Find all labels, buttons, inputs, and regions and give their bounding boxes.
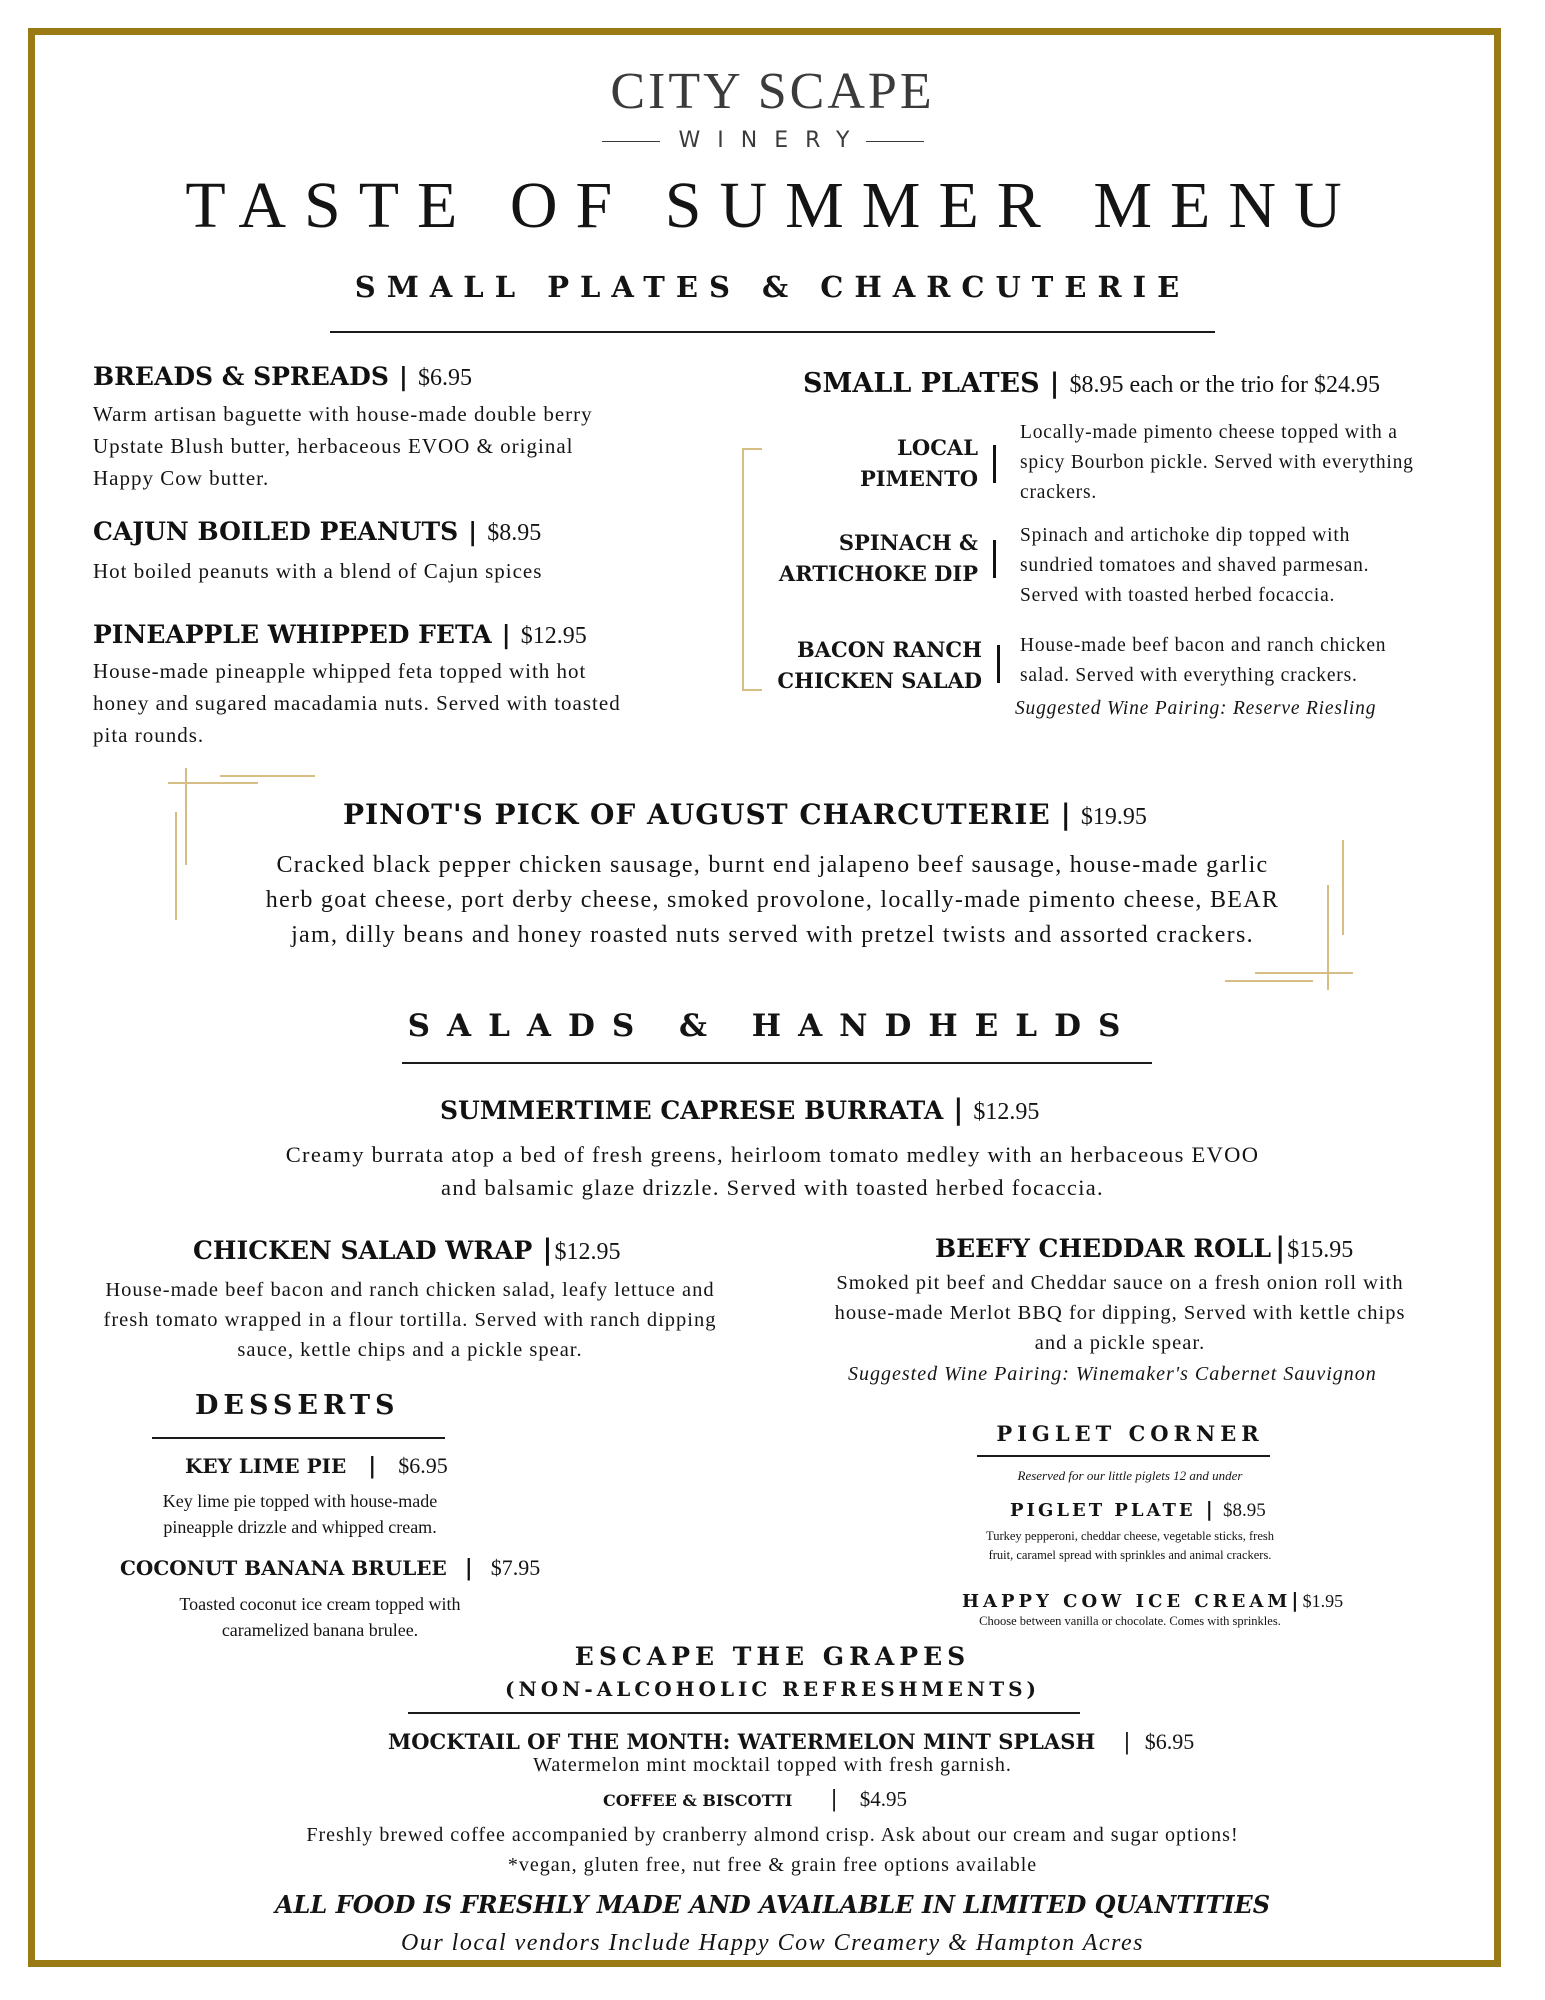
item-name: PIGLET PLATE <box>1010 1500 1196 1521</box>
section-rule <box>152 1437 445 1439</box>
small-plate-description: House-made beef bacon and ranch chicken salad. Served with everything crackers. <box>1020 635 1387 686</box>
small-plate-name: LOCAL PIMENTO <box>860 435 978 491</box>
item-description: Watermelon mint mocktail topped with fresh garnish. <box>533 1754 1012 1776</box>
item-price: $12.95 <box>973 1099 1040 1125</box>
item-name: CHICKEN SALAD WRAP <box>193 1236 533 1265</box>
item-name: PINEAPPLE WHIPPED FETA <box>93 620 492 649</box>
item-price: $7.95 <box>490 1555 541 1580</box>
logo-subtitle: WINERY <box>678 128 867 153</box>
item-price: $12.95 <box>554 1239 621 1265</box>
item-price: $8.95 <box>1222 1500 1266 1521</box>
section-rule <box>402 1062 1152 1064</box>
item-charcuterie: PINOT'S PICK OF AUGUST CHARCUTERIE | $19.95 <box>343 798 1147 831</box>
item-name: SUMMERTIME CAPRESE BURRATA <box>440 1096 944 1125</box>
item-key-lime-pie: KEY LIME PIE | $6.95 <box>185 1453 448 1479</box>
local-vendors-note: Our local vendors Include Happy Cow Creamery & Hampton Acres <box>400 1930 1144 1956</box>
small-plate-description: Locally-made pimento cheese topped with a spicy Bourbon pickle. Served with everything crackers. <box>1020 422 1414 503</box>
item-name: PINOT'S PICK OF AUGUST CHARCUTERIE <box>343 798 1051 831</box>
item-piglet-plate: PIGLET PLATE | $8.95 <box>1010 1497 1266 1521</box>
item-description: Toasted coconut ice cream topped with caramelized banana brulee. <box>179 1594 461 1640</box>
item-chicken-salad-wrap: CHICKEN SALAD WRAP |$12.95 <box>193 1233 621 1266</box>
gold-corner-horizontal <box>220 775 315 777</box>
item-description: Creamy burrata atop a bed of fresh greens, heirloom tomato medley with an herbaceous EVOO and balsamic glaze drizzle. Served with toasted herbed focaccia. <box>285 1142 1260 1200</box>
section-salads-handhelds: SALADS & HANDHELDS <box>407 1008 1138 1044</box>
small-plate-name: SPINACH & ARTICHOKE DIP <box>778 530 978 586</box>
item-description: Freshly brewed coffee accompanied by cranberry almond crisp. Ask about our cream and sugar options! *vegan, gluten free, nut free & grain free options available <box>306 1824 1239 1876</box>
divider-bar <box>993 540 996 578</box>
item-description: Cracked black pepper chicken sausage, burnt end jalapeno beef sausage, house-made garlic herb goat cheese, port derby cheese, smoked provolone, locally-made pimento cheese, BEAR jam, dilly beans and honey roasted nuts served with pretzel twists and assorted crackers. <box>265 852 1280 948</box>
item-description: Hot boiled peanuts with a blend of Cajun spices <box>93 559 543 583</box>
gold-corner-vertical <box>1327 885 1329 990</box>
item-price: $8.95 each or the trio for $24.95 <box>1069 372 1381 398</box>
piglet-age-note: Reserved for our little piglets 12 and under <box>1017 1468 1243 1483</box>
gold-bracket-top <box>742 448 762 450</box>
item-description: Smoked pit beef and Cheddar sauce on a fresh onion roll with house-made Merlot BBQ for dipping, Served with kettle chips and a pickle spear. <box>834 1272 1406 1354</box>
wine-pairing-note: Suggested Wine Pairing: Winemaker's Cabernet Sauvignon <box>848 1363 1377 1385</box>
item-price: $8.95 <box>487 520 542 546</box>
item-pineapple-feta: PINEAPPLE WHIPPED FETA | $12.95 <box>93 620 587 649</box>
section-subtitle-non-alcoholic: (NON-ALCOHOLIC REFRESHMENTS) <box>504 1677 1040 1701</box>
item-mocktail: MOCKTAIL OF THE MONTH: WATERMELON MINT SPLASH | $6.95 <box>388 1729 1195 1755</box>
item-price: $12.95 <box>520 623 587 649</box>
item-name: HAPPY COW ICE CREAM <box>962 1591 1292 1612</box>
gold-corner-horizontal <box>1255 972 1353 974</box>
section-rule <box>330 331 1215 333</box>
page-title: TASTE OF SUMMER MENU <box>185 169 1360 242</box>
item-description: Choose between vanilla or chocolate. Comes with sprinkles. <box>979 1614 1281 1628</box>
divider-bar <box>993 445 996 483</box>
item-breads-spreads: BREADS & SPREADS | $6.95 <box>93 362 472 391</box>
item-name: BREADS & SPREADS <box>93 362 389 391</box>
item-cajun-peanuts: CAJUN BOILED PEANUTS | $8.95 <box>93 517 542 546</box>
item-name: BEEFY CHEDDAR ROLL <box>935 1234 1272 1263</box>
gold-corner-horizontal <box>168 782 258 784</box>
item-price: $19.95 <box>1080 804 1147 830</box>
section-rule <box>977 1455 1270 1457</box>
item-price: $4.95 <box>859 1787 907 1811</box>
item-coffee-biscotti: COFFEE & BISCOTTI | $4.95 <box>603 1787 907 1812</box>
item-coconut-banana-brulee: COCONUT BANANA BRULEE | $7.95 <box>120 1555 541 1581</box>
wine-pairing-note: Suggested Wine Pairing: Reserve Riesling <box>1015 698 1377 719</box>
item-price: $1.95 <box>1302 1591 1344 1611</box>
gold-bracket-line <box>742 448 744 691</box>
section-small-plates-charcuterie: SMALL PLATES & CHARCUTERIE <box>354 270 1191 304</box>
item-name: CAJUN BOILED PEANUTS <box>93 517 459 546</box>
item-name: SMALL PLATES <box>803 368 1040 399</box>
logo-wordmark: CITY SCAPE <box>610 63 935 120</box>
small-plates-header: SMALL PLATES | $8.95 each or the trio for $24.95 <box>803 368 1381 399</box>
item-description: Warm artisan baguette with house-made double berry Upstate Blush butter, herbaceous EVOO & original Happy Cow butter. <box>93 402 593 490</box>
small-plate-name: BACON RANCH CHICKEN SALAD <box>777 637 982 693</box>
item-name: COFFEE & BISCOTTI <box>603 1791 793 1810</box>
item-price: $6.95 <box>418 365 472 391</box>
item-description: House-made beef bacon and ranch chicken salad, leafy lettuce and fresh tomato wrapped in a flour tortilla. Served with ranch dipping sauce, kettle chips and a pickle spear. <box>103 1279 717 1361</box>
section-rule <box>408 1712 1080 1714</box>
small-plate-description: Spinach and artichoke dip topped with sundried tomatoes and shaved parmesan. Served with toasted herbed focaccia. <box>1020 525 1370 606</box>
item-description: Key lime pie topped with house-made pineapple drizzle and whipped cream. <box>162 1491 438 1537</box>
gold-corner-vertical <box>1342 840 1344 935</box>
item-price: $15.95 <box>1287 1237 1354 1263</box>
item-caprese-burrata: SUMMERTIME CAPRESE BURRATA | $12.95 <box>440 1093 1040 1126</box>
section-piglet-corner: PIGLET CORNER <box>996 1421 1264 1446</box>
item-name: MOCKTAIL OF THE MONTH: WATERMELON MINT SPLASH <box>388 1729 1096 1754</box>
item-name: KEY LIME PIE <box>185 1454 347 1478</box>
item-beefy-cheddar-roll: BEEFY CHEDDAR ROLL |$15.95 <box>935 1231 1354 1264</box>
item-description: House-made pineapple whipped feta topped with hot honey and sugared macadamia nuts. Served with toasted pita rounds. <box>93 659 621 747</box>
item-price: $6.95 <box>1144 1729 1195 1754</box>
section-escape-the-grapes: ESCAPE THE GRAPES <box>574 1642 971 1671</box>
section-desserts: DESSERTS <box>195 1390 400 1421</box>
item-description: Turkey pepperoni, cheddar cheese, vegetable sticks, fresh fruit, caramel spread with sprinkles and animal crackers. <box>986 1529 1274 1562</box>
divider-bar <box>997 645 1000 683</box>
item-name: COCONUT BANANA BRULEE <box>120 1556 447 1580</box>
item-price: $6.95 <box>398 1453 448 1478</box>
gold-bracket-bottom <box>742 689 762 691</box>
gold-corner-horizontal <box>1225 980 1313 982</box>
freshness-notice: ALL FOOD IS FRESHLY MADE AND AVAILABLE IN LIMITED QUANTITIES <box>274 1890 1271 1919</box>
item-happy-cow-ice-cream: HAPPY COW ICE CREAM| $1.95 <box>962 1588 1344 1612</box>
